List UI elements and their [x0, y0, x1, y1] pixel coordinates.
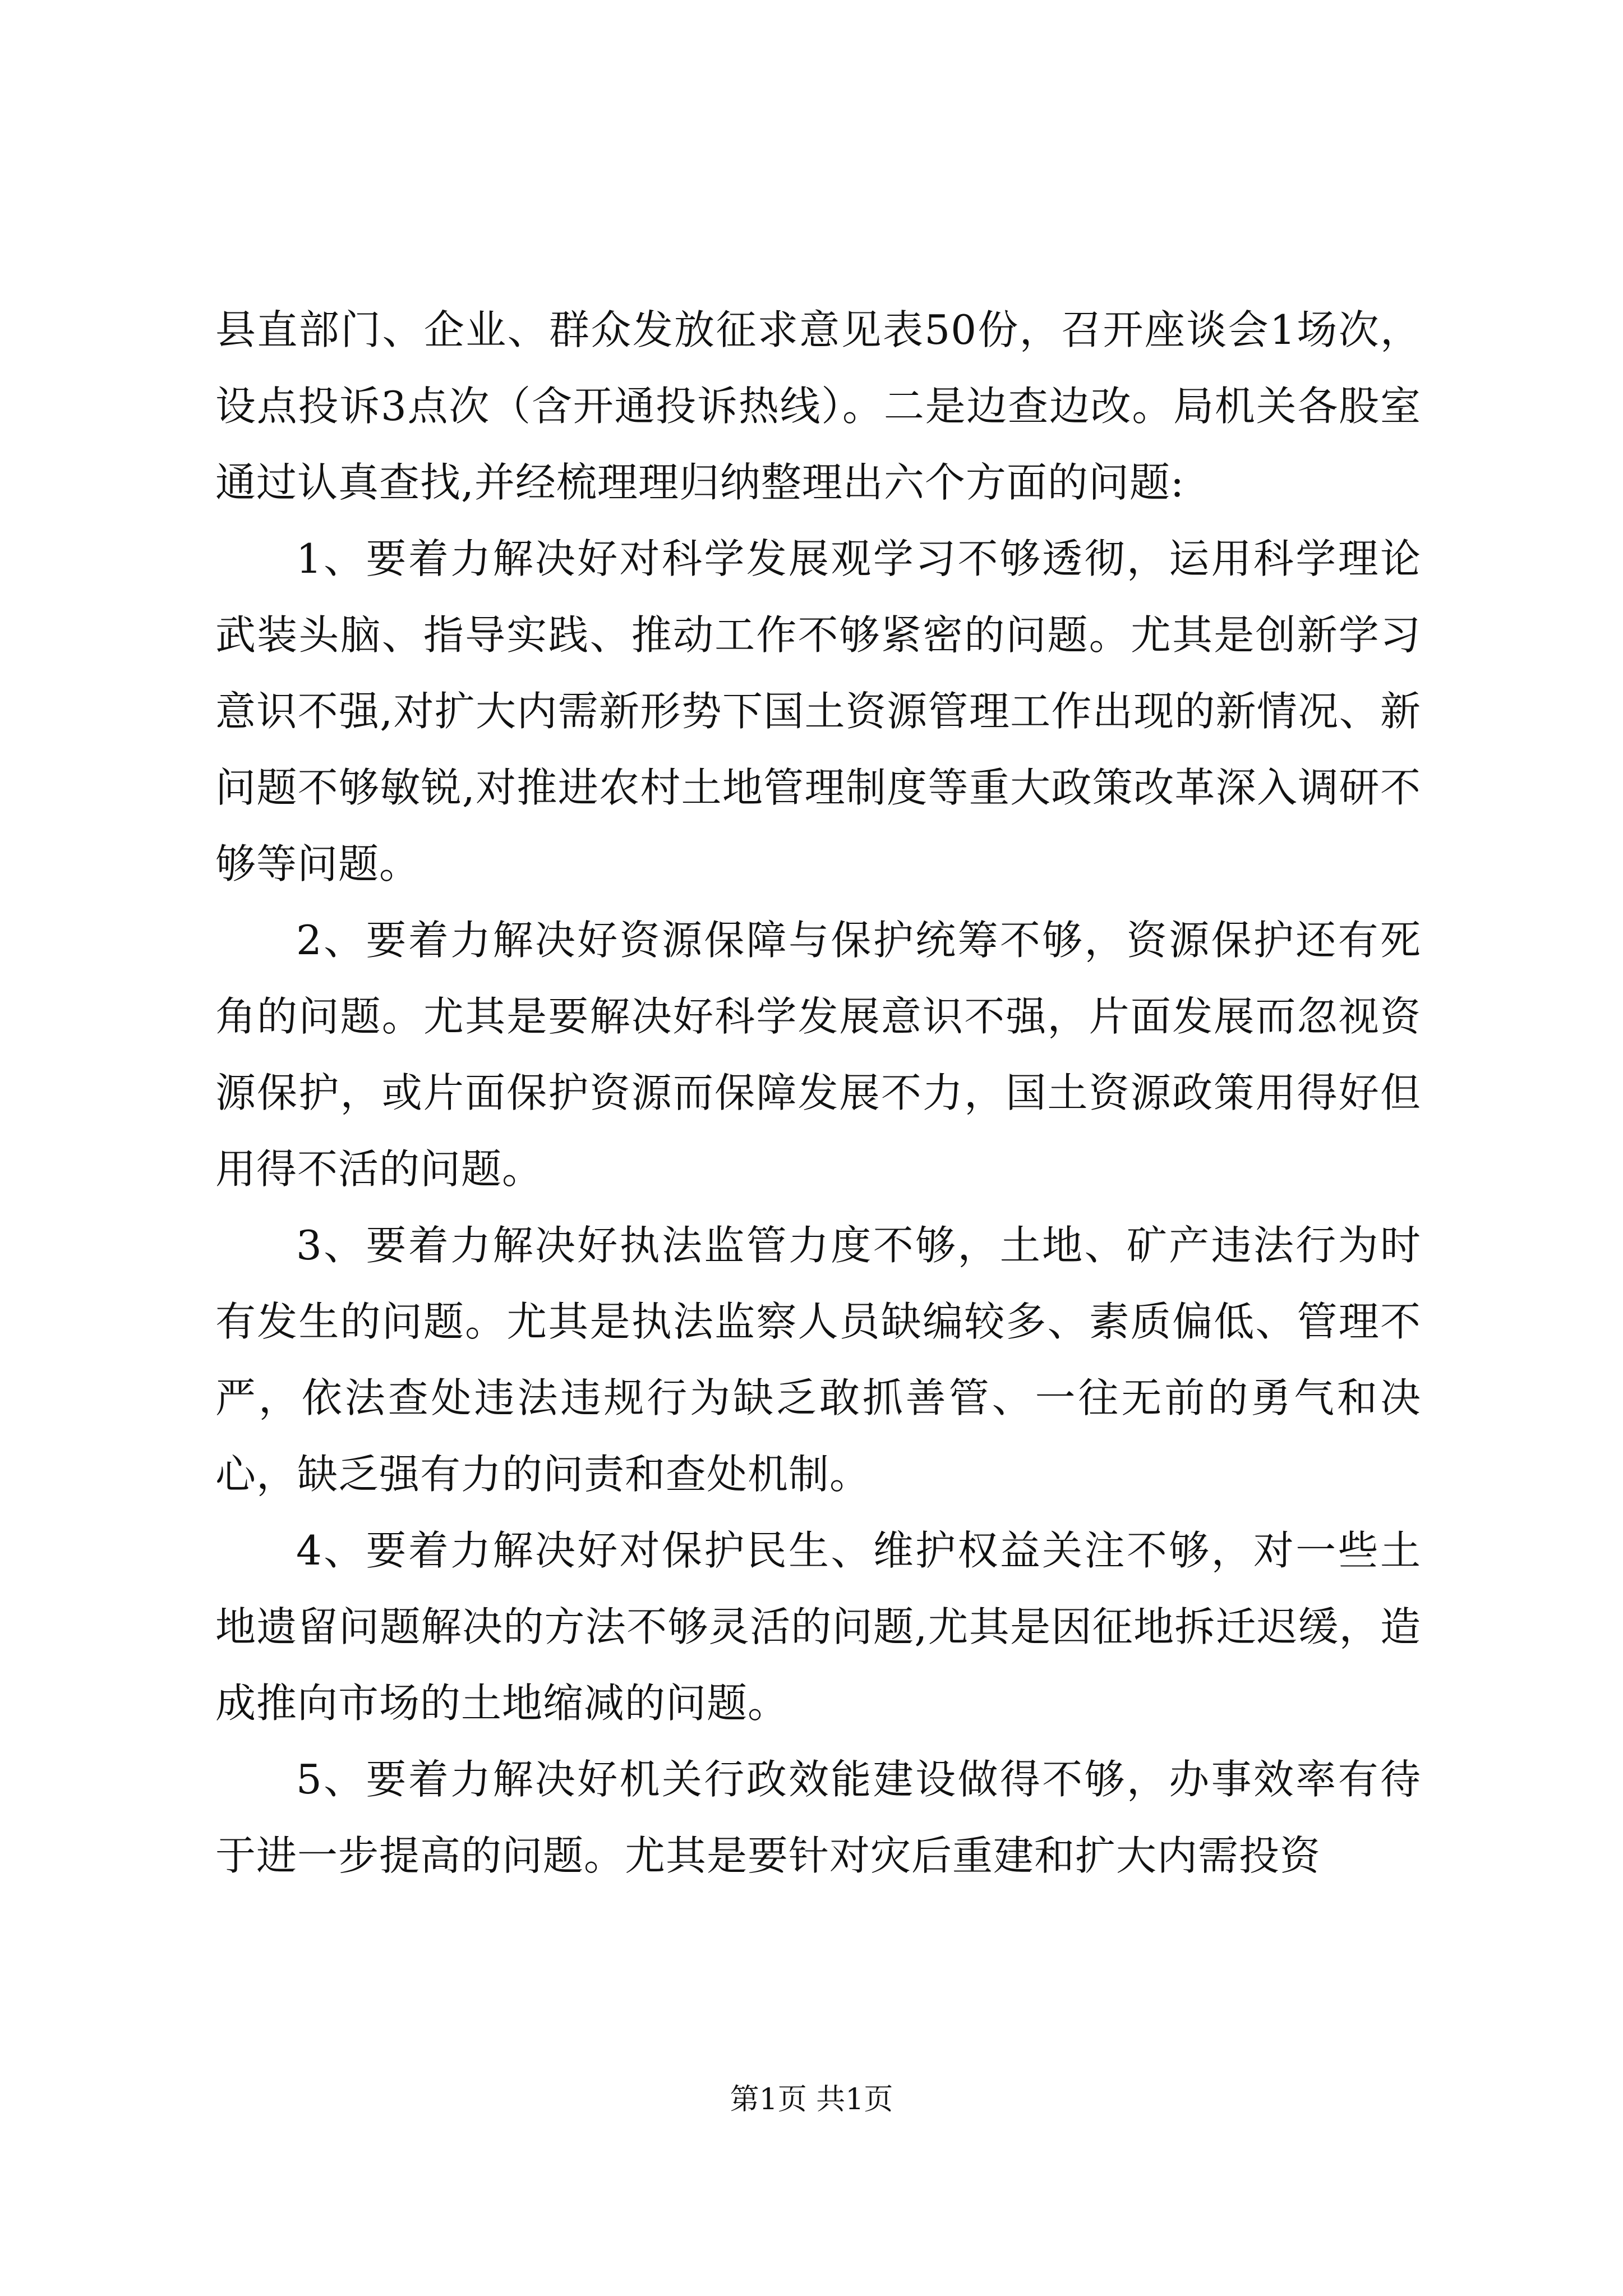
page-number-footer: 第1页 共1页	[730, 2083, 893, 2116]
paragraph-item-2: 2、要着力解决好资源保障与保护统筹不够，资源保护还有死角的问题。尤其是要解决好科学发展意识不强，片面发展而忽视资源保护，或片面保护资源而保障发展不力，国土资源政策用得好但用得不活的问题。	[215, 917, 1421, 1193]
document-body	[215, 292, 1421, 1894]
paragraph-item-3: 3、要着力解决好执法监管力度不够，土地、矿产违法行为时有发生的问题。尤其是执法监察人员缺编较多、素质偏低、管理不严，依法查处违法违规行为缺乏敢抓善管、一往无前的勇气和决心，缺乏强有力的问责和查处机制。	[215, 1222, 1421, 1498]
paragraph-item-4: 4、要着力解决好对保护民生、维护权益关注不够，对一些土地遗留问题解决的方法不够灵活的问题,尤其是因征地拆迁迟缓，造成推向市场的土地缩减的问题。	[215, 1527, 1421, 1727]
paragraph-item-1: 1、要着力解决好对科学发展观学习不够透彻，运用科学理论武装头脑、指导实践、推动工作不够紧密的问题。尤其是创新学习意识不强,对扩大内需新形势下国土资源管理工作出现的新情况、新问题不够敏锐,对推进农村土地管理制度等重大政策改革深入调研不够等问题。	[215, 535, 1421, 887]
paragraph-item-5: 5、要着力解决好机关行政效能建设做得不够，办事效率有待于进一步提高的问题。尤其是要针对灾后重建和扩大内需投资	[215, 1756, 1421, 1879]
paragraph-continuation: 县直部门、企业、群众发放征求意见表50份，召开座谈会1场次，设点投诉3点次（含开通投诉热线）。二是边查边改。局机关各股室通过认真查找,并经梳理理归纳整理出六个方面的问题:	[215, 306, 1421, 506]
